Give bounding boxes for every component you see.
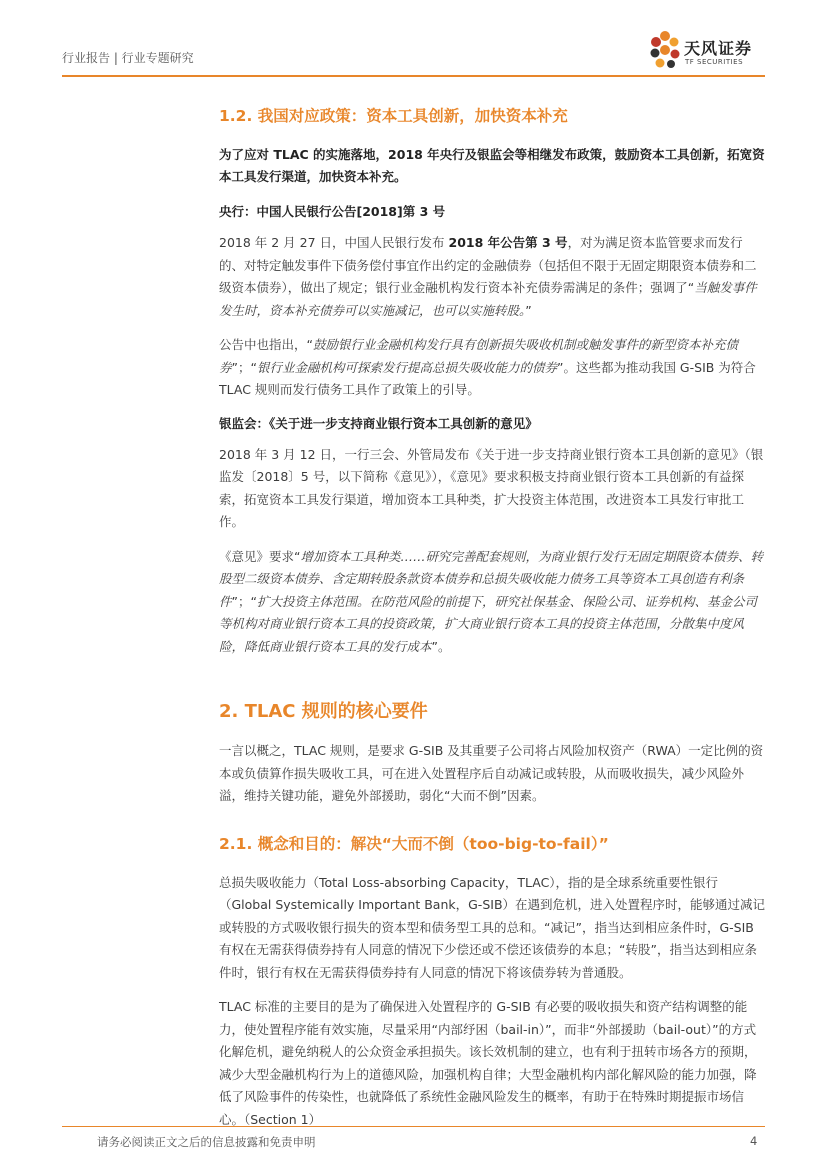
main-content <box>219 106 765 1143</box>
logo-petal-icon <box>648 30 682 70</box>
section-2-1-title: 2.1. 概念和目的：解决“大而不倒（too-big-to-fail）” <box>219 834 609 853</box>
logo-en-text: TF SECURITIES <box>685 58 744 66</box>
section-2-1-paragraph-2: TLAC 标准的主要目的是为了确保进入处置程序的 G-SIB 有必要的吸收损失和资产结构调整的能力，使处置程序能有效实施，尽量采用“内部纾困（bail-in）”，而非“外部援助（bail-out）”的方式化解危机，避免纳税人的公众资金承担损失。该长效机制的建立，也有利于扭转市场各方的预期，减少大型金融机构行为上的道德风险，加强机构自律；大型金融机构内部化解风险的能力加强，降低了风险事件的传染性，也就降低了系统性金融风险发生的概率，有助于在特殊时期提振市场信心。（Section 1） <box>219 999 757 1127</box>
pboc-paragraph-2: 公告中也指出，“鼓励银行业金融机构发行具有创新损失吸收机制或触发事件的新型资本补充债券”；“银行业金融机构可探索发行提高总损失吸收能力的债券”。这些都为推动我国 G-SIB 为符合 TLAC 规则而发行债务工具作了政策上的引导。 <box>219 337 756 397</box>
tf-securities-logo <box>648 30 778 76</box>
pboc-paragraph-1: 2018 年 2 月 27 日，中国人民银行发布 2018 年公告第 3 号，对为满足资本监管要求而发行的、对特定触发事件下债务偿付事宜作出约定的金融债券（包括但不限于无固定期限资本债券和二级资本债券），做出了规定；银行业金融机构发行资本补充债券需满足的条件；强调了“当触发事件发生时，资本补充债券可以实施减记，也可以实施转股。” <box>219 235 757 318</box>
footer-divider <box>62 1126 765 1127</box>
section-2-paragraph: 一言以概之，TLAC 规则，是要求 G-SIB 及其重要子公司将占风险加权资产（RWA）一定比例的资本或负债算作损失吸收工具，可在进入处置程序后自动减记或转股，从而吸收损失，减少风险外溢，维持关键功能，避免外部援助，弱化“大而不倒”因素。 <box>219 743 764 803</box>
header-divider <box>62 75 765 77</box>
footer-disclaimer: 请务必阅读正文之后的信息披露和免责申明 <box>97 1135 316 1149</box>
page-number: 4 <box>750 1134 758 1148</box>
pboc-heading: 央行：中国人民银行公告[2018]第 3 号 <box>219 204 446 219</box>
section-2-title: 2. TLAC 规则的核心要件 <box>219 701 428 722</box>
cbrc-heading: 银监会：《关于进一步支持商业银行资本工具创新的意见》 <box>219 415 538 431</box>
section-1-2-lead: 为了应对 TLAC 的实施落地，2018 年央行及银监会等相继发布政策，鼓励资本工具创新，拓宽资本工具发行渠道，加快资本补充。 <box>219 147 765 184</box>
section-1-2-title: 1.2. 我国对应政策：资本工具创新，加快资本补充 <box>219 107 568 125</box>
section-2-1-paragraph-1: 总损失吸收能力（Total Loss-absorbing Capacity，TLAC），指的是全球系统重要性银行（Global Systemically Important Bank，G-SIB）在遇到危机，进入处置程序时，能够通过减记或转股的方式吸收银行损失的资本型和债务型工具的总和。“减记”，指当达到相应条件时，G-SIB 有权在无需获得债券持有人同意的情况下少偿还或不偿还该债券的本息；“转股”，指当达到相应条件时，银行有权在无需获得债券持有人同意的情况下将该债券转为普通股。 <box>219 874 766 980</box>
report-breadcrumb: 行业报告 | 行业专题研究 <box>62 51 194 65</box>
logo-cn-text: 天风证券 <box>684 39 753 58</box>
cbrc-paragraph-1: 2018 年 3 月 12 日，一行三会、外管局发布《关于进一步支持商业银行资本工具创新的意见》（银监发〔2018〕5 号，以下简称《意见》），《意见》要求积极支持商业银行资本工具创新的有益探索，拓宽资本工具发行渠道，增加资本工具种类，扩大投资主体范围，改进资本工具发行审批工作。 <box>219 446 764 529</box>
cbrc-paragraph-2: 《意见》要求“增加资本工具种类……研究完善配套规则，为商业银行发行无固定期限资本债券、转股型二级资本债券、含定期转股条款资本债券和总损失吸收能力债务工具等资本工具创造有利条件”；“扩大投资主体范围。在防范风险的前提下，研究社保基金、保险公司、证券机构、基金公司等机构对商业银行资本工具的投资政策，扩大商业银行资本工具的投资主体范围，分散集中度风险，降低商业银行资本工具的发行成本”。 <box>219 548 763 654</box>
